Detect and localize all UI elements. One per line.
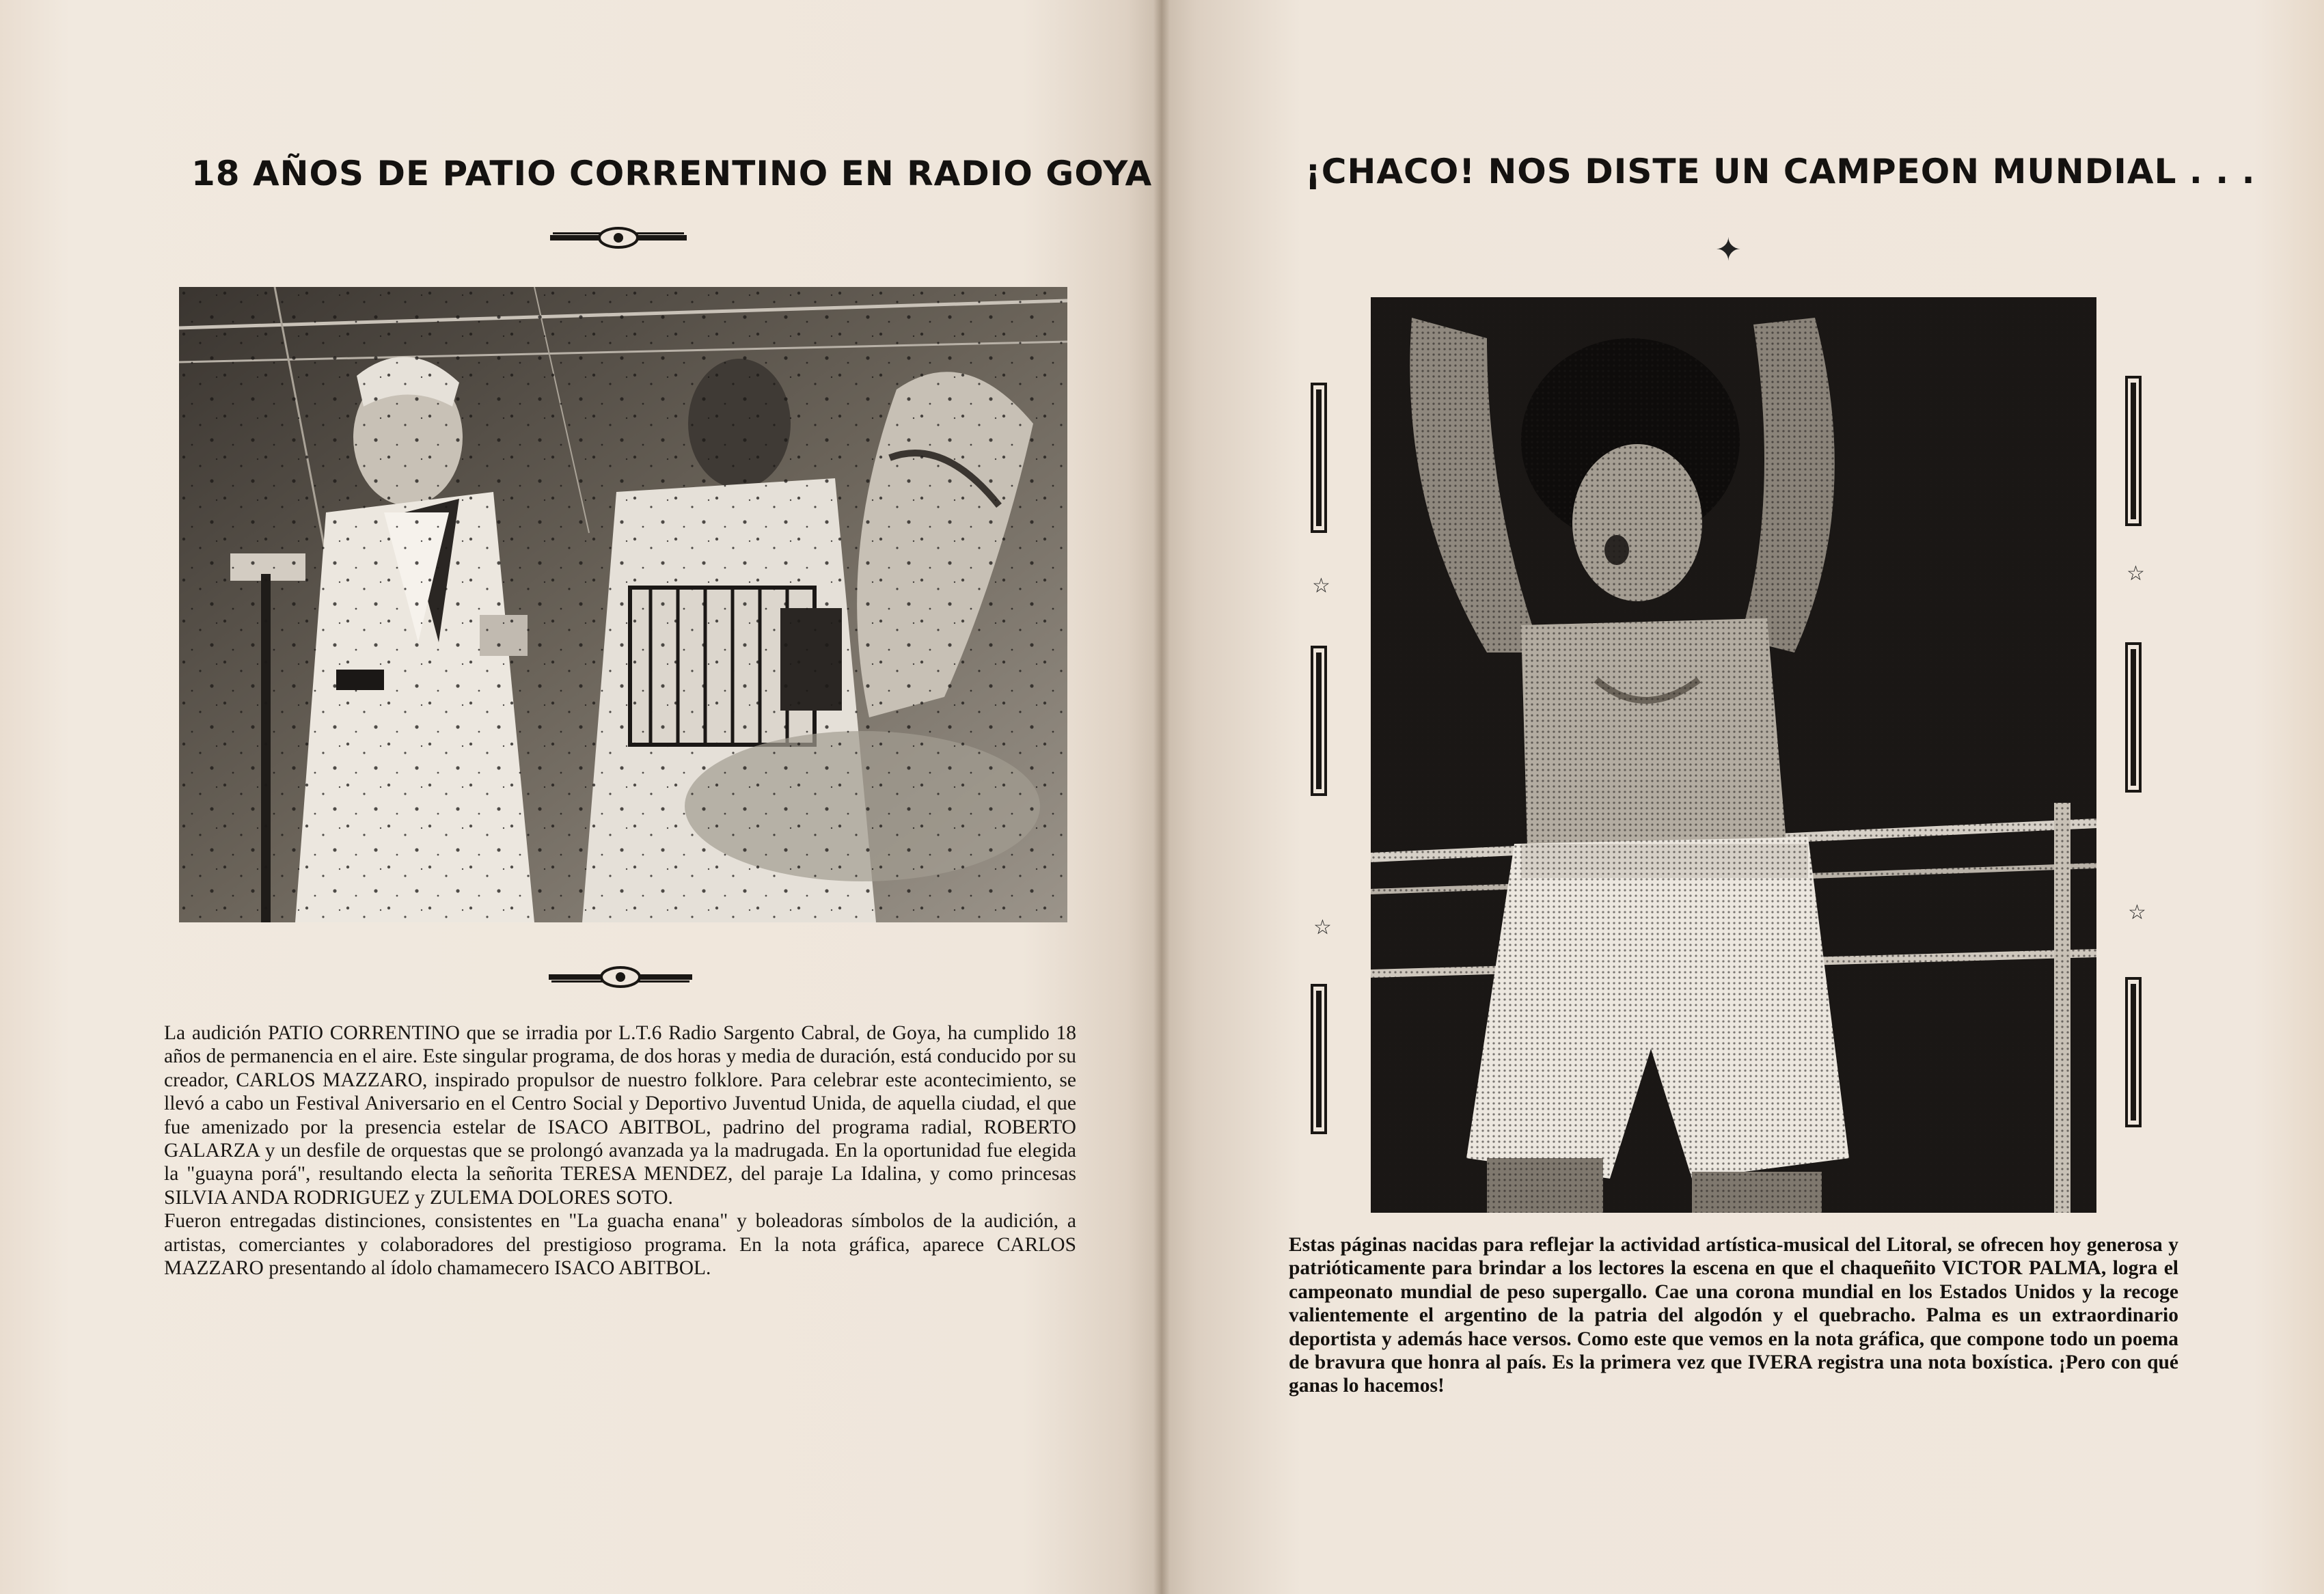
star-ornament-icon: ☆ — [1313, 916, 1332, 939]
boxer-photo — [1371, 297, 2096, 1213]
star-ornament-icon: ☆ — [1312, 574, 1330, 598]
bottom-ornament-icon — [549, 965, 692, 989]
top-ornament-icon — [550, 225, 687, 250]
star-ornament-icon: ✦ — [1715, 231, 1742, 268]
right-headline: ¡CHACO! NOS DISTE UN CAMPEON MUNDIAL . . . — [1305, 152, 2256, 191]
frame-bar-icon — [1311, 984, 1327, 1134]
frame-bar-icon — [1311, 646, 1327, 796]
musicians-photo — [179, 287, 1067, 922]
right-caption-text: Estas páginas nacidas para reflejar la actividad artística-musical del Litoral, se ofrecen hoy generosa y patrióticamente para brindar a los lectores la escena en que el chaqueñito VICTOR PALMA, logra el campeonato mundial de peso supergallo. Cae una corona mundial en los Estados Unidos y la recoge valientemente el argentino de la patria del algodón y el quebracho. Palma es un extraordinario deportista y además hace versos. Como este que vemos en la nota gráfica, que compone todo un poema de bravura que honra al país. Es la primera vez que IVERA registra una nota boxística. ¡Pero con qué ganas lo hacemos! — [1289, 1234, 2184, 1397]
left-article-text: La audición PATIO CORRENTINO que se irradia por L.T.6 Radio Sargento Cabral, de Goya, ha cumplido 18 años de permanencia en el aire. Este singular programa, de dos horas y media de duración, está conducido por su creador, CARLOS MAZZARO, inspirado propulsor de nuestro folklore. Para celebrar este acontecimiento, se llevó a cabo un Festival Aniversario en el Centro Social y Deportivo Juventud Unida, de aquella ciudad, el que fue amenizado por la presencia estelar de ISACO ABITBOL, padrino del programa radial, ROBERTO GALARZA y un desfile de orquestas que se prolongó avanzada ya la madrugada. En la oportunidad fue elegida la "guayna porá", resultando electa la señorita TERESA MENDEZ, del paraje La Idalina, y como princesas SILVIA ANDA RODRIGUEZ y ZULEMA DOLORES SOTO. Fueron entregadas distinciones, consistentes en "La guacha enana" y boleadoras símbolos de la audición, a artistas, comerciantes y colaboradores del prestigioso programa. En la nota gráfica, aparece CARLOS MAZZARO presentando al ídolo chamamecero ISACO ABITBOL. — [164, 1022, 1076, 1280]
frame-bar-icon — [2125, 977, 2142, 1127]
frame-bar-icon — [1311, 383, 1327, 533]
star-ornament-icon: ☆ — [2127, 562, 2145, 586]
frame-bar-icon — [2125, 376, 2142, 526]
book-gutter — [1153, 0, 1170, 1594]
left-headline: 18 AÑOS DE PATIO CORRENTINO EN RADIO GOYA — [191, 154, 1153, 193]
star-ornament-icon: ☆ — [2128, 901, 2146, 924]
right-page — [1162, 0, 2324, 1594]
frame-bar-icon — [2125, 642, 2142, 793]
